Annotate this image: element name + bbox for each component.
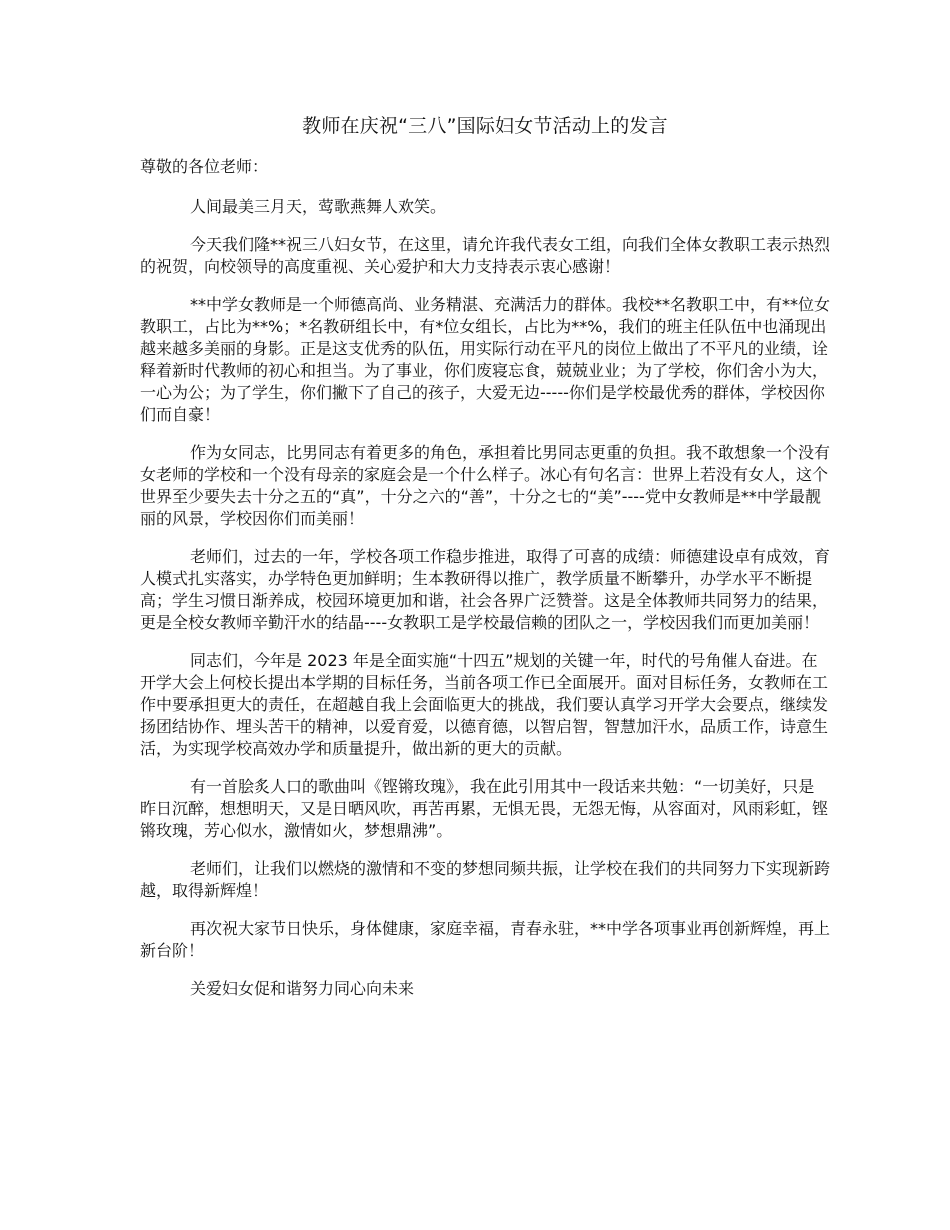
paragraph-greeting-verse: 人间最美三月天，莺歌燕舞人欢笑。	[190, 197, 447, 216]
paragraph-holiday-wishes: 再次祝大家节日快乐，身体健康，家庭幸福，青春永驻，**中学各项事业再创新辉煌，再上新台阶！	[140, 919, 831, 960]
paragraph-this-year: 同志们，今年是 2023 年是全面实施“十四五”规划的关键一年，时代的号角催人奋进。在开学大会上何校长提出本学期的目标任务，当前各项工作已全面展开。面对目标任务，女教师在工作中要承担更大的责任，在超越自我上会面临更大的挑战，我们要认真学习开学大会要点，继续发扬团结协作、埋头苦干的精神，以爱育爱，以德育德，以智启智，智慧加汗水，品质工作，诗意生活，为实现学校高效办学和质量提升，做出新的更大的贡献。	[140, 651, 829, 758]
paragraph-past-year: 老师们，过去的一年，学校各项工作稳步推进，取得了可喜的成绩：师德建设卓有成效，育人模式扎实落实，办学特色更加鲜明；生本教研得以推广，教学质量不断攀升，办学水平不断提高；学生习惯日渐养成，校园环境更加和谐，社会各界广泛赞誉。这是全体教师共同努力的结果，更是全校女教师辛勤汗水的结晶----女教职工是学校最信赖的团队之一，学校因我们而更加美丽！	[140, 547, 831, 632]
paragraph-call-to-action: 老师们，让我们以燃烧的激情和不变的梦想同频共振，让学校在我们的共同努力下实现新跨越，取得新辉煌！	[140, 859, 831, 900]
paragraph-closing-slogan: 关爱妇女促和谐努力同心向未来	[190, 979, 415, 998]
document-title: 教师在庆祝“三八”国际妇女节活动上的发言	[302, 115, 668, 137]
paragraph-female-teachers: **中学女教师是一个师德高尚、业务精湛、充满活力的群体。我校**名教职工中，有**位女教职工，占比为**%；*名教研组长中，有*位女组长，占比为**%，我们的班主任队伍中也涌现出越来越多美丽的身影。正是这支优秀的队伍，用实际行动在平凡的岗位上做出了不平凡的业绩，诠释着新时代教师的初心和担当。为了事业，你们废寝忘食，兢兢业业；为了学校，你们舍小为大，一心为公；为了学生，你们撇下了自己的孩子，大爱无边-----你们是学校最优秀的群体，学校因你们而自豪！	[140, 295, 831, 424]
salutation: 尊敬的各位老师：	[140, 157, 269, 176]
paragraph-women-role: 作为女同志，比男同志有着更多的角色，承担着比男同志更重的负担。我不敢想象一个没有女老师的学校和一个没有母亲的家庭会是一个什么样子。冰心有句名言：世界上若没有女人，这个世界至少要失去十分之五的“真”，十分之六的“善”，十分之七的“美”----党中女教师是**中学最靓丽的风景，学校因你们而美丽！	[140, 443, 831, 528]
paragraph-song-quote: 有一首脍炙人口的歌曲叫《铿锵玫瑰》，我在此引用其中一段话来共勉：“一切美好，只是昨日沉醉，想想明天，又是日晒风吹，再苦再累，无惧无畏，无怨无悔，从容面对，风雨彩虹，铿锵玫瑰，芳心似水，激情如火，梦想鼎沸”。	[140, 777, 829, 840]
paragraph-congratulations: 今天我们隆**祝三八妇女节，在这里，请允许我代表女工组，向我们全体女教职工表示热烈的祝贺，向校领导的高度重视、关心爱护和大力支持表示衷心感谢！	[140, 235, 831, 276]
document-page	[140, 112, 830, 1016]
